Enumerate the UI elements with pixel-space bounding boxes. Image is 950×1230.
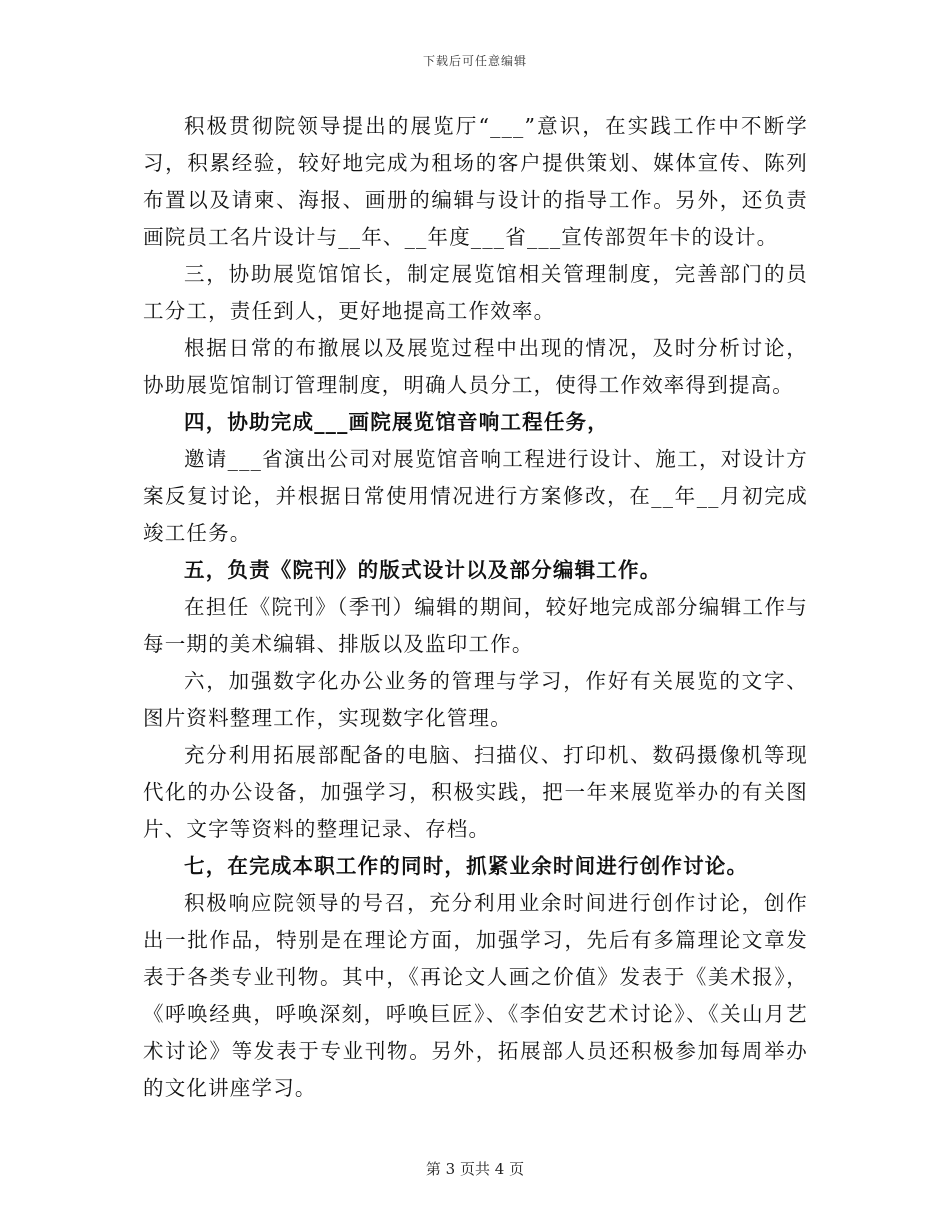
paragraph: 积极响应院领导的号召，充分利用业余时间进行创作讨论，创作出一批作品，特别是在理论方面，加强学习，先后有多篇理论文章发表于各类专业刊物。其中，《再论文人画之价值》发表于《美术报》，《呼唤经典，呼唤深刻，呼唤巨匠》、《李伯安艺术讨论》、《关山月艺术讨论》等发表于专业刊物。另外，拓展部人员还积极参加每周举办的文化讲座学习。 bbox=[143, 891, 808, 1100]
paragraph: 六，加强数字化办公业务的管理与学习，作好有关展览的文字、图片资料整理工作，实现数字化管理。 bbox=[143, 669, 808, 730]
paragraph: 积极贯彻院领导提出的展览厅“___”意识，在实践工作中不断学习，积累经验，较好地完成为租场的客户提供策划、媒体宣传、陈列布置以及请柬、海报、画册的编辑与设计的指导工作。另外，还负责画院员工名片设计与__年、__年度___省___宣传部贺年卡的设计。 bbox=[143, 114, 808, 249]
paragraph: 充分利用拓展部配备的电脑、扫描仪、打印机、数码摄像机等现代化的办公设备，加强学习，积极实践，把一年来展览举办的有关图片、文字等资料的整理记录、存档。 bbox=[143, 743, 808, 841]
paragraph: 根据日常的布撤展以及展览过程中出现的情况，及时分析讨论，协助展览馆制订管理制度，明确人员分工，使得工作效率得到提高。 bbox=[143, 336, 808, 397]
section-heading: 七，在完成本职工作的同时，抓紧业余时间进行创作讨论。 bbox=[184, 854, 749, 878]
paragraph: 三，协助展览馆馆长，制定展览馆相关管理制度，完善部门的员工分工，责任到人，更好地提高工作效率。 bbox=[143, 262, 808, 323]
document-body bbox=[143, 108, 808, 1107]
section-heading: 五，负责《院刊》的版式设计以及部分编辑工作。 bbox=[184, 558, 662, 582]
page-footer: 第 3 页共 4 页 bbox=[425, 1160, 525, 1178]
section-heading: 四，协助完成___画院展览馆音响工程任务， bbox=[184, 410, 609, 434]
paragraph: 在担任《院刊》（季刊）编辑的期间，较好地完成部分编辑工作与每一期的美术编辑、排版以及监印工作。 bbox=[143, 595, 808, 656]
page-header: 下载后可任意编辑 bbox=[422, 54, 527, 68]
paragraph: 邀请___省演出公司对展览馆音响工程进行设计、施工，对设计方案反复讨论，并根据日常使用情况进行方案修改，在__年__月初完成竣工任务。 bbox=[143, 447, 808, 545]
